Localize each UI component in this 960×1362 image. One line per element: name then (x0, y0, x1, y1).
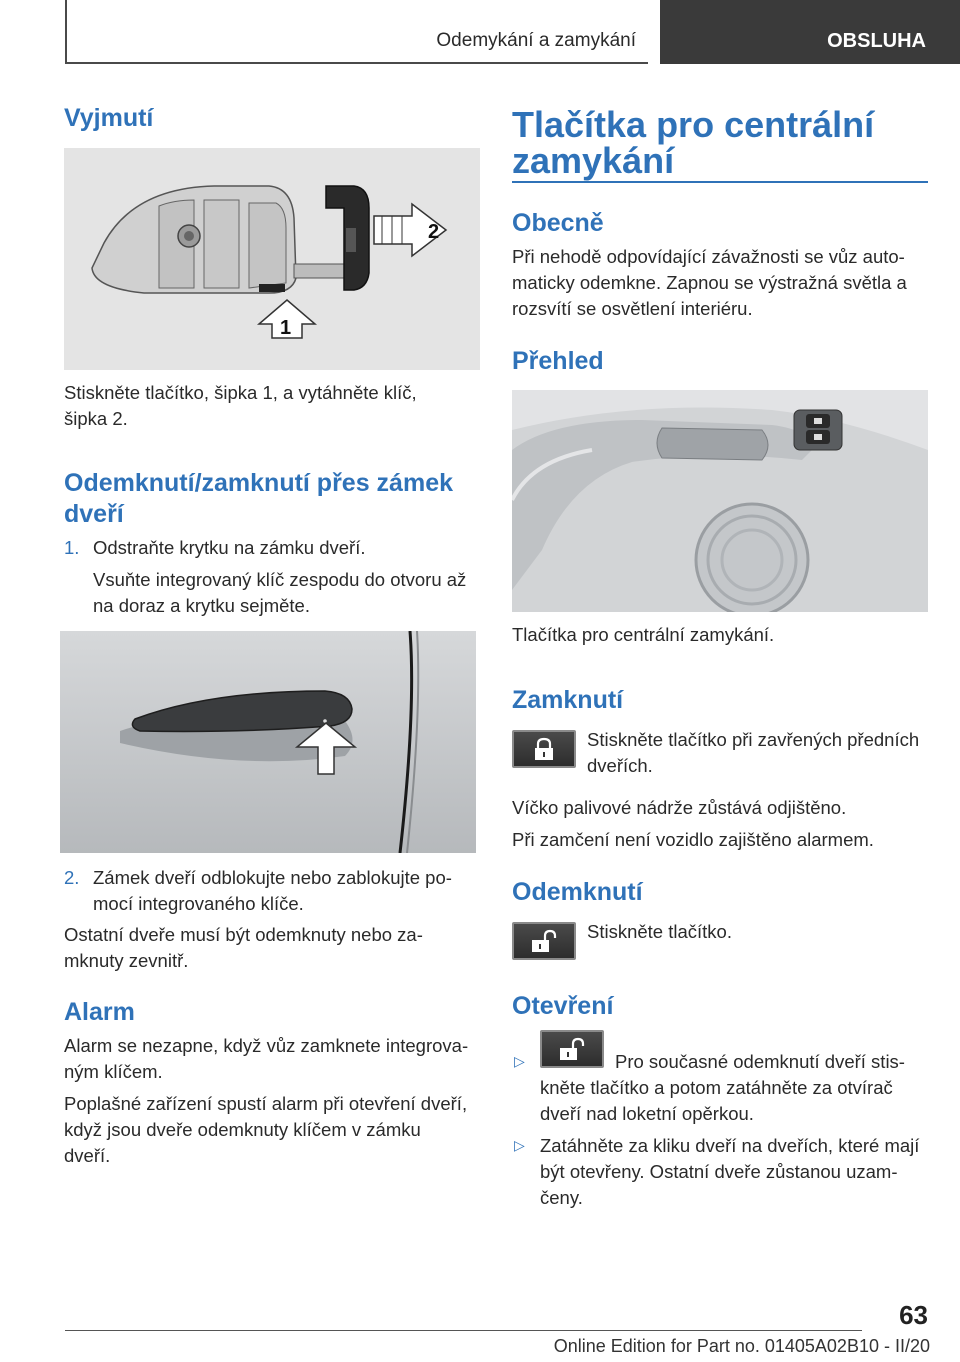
obecne-text-1: Při nehodě odpovídající závažnosti se vůz auto- (512, 246, 905, 267)
prehled-caption: Tlačítka pro centrální zamykání. (512, 624, 775, 645)
bullet-2-marker: ▷ (514, 1137, 525, 1153)
unlock-button-icon-inline[interactable] (540, 1030, 604, 1068)
alarm2-text-2: když jsou dveře odemknuty klíčem v zámku (64, 1119, 421, 1140)
main-title-2: zamykání (512, 140, 675, 181)
step1b-text-2: na doraz a krytku sejměte. (93, 595, 310, 616)
zamceni-text: Při zamčení není vozidlo zajištěno alarmem. (512, 829, 874, 850)
step1b-text-1: Vsuňte integrovaný klíč zespodu do otvoru až (93, 569, 467, 590)
footer-edition: Online Edition for Part no. 01405A02B10 - II/20 (553, 1336, 930, 1356)
header-section-title: Odemykání a zamykání (436, 30, 636, 51)
alarm-text-2: ným klíčem. (64, 1061, 163, 1082)
bullet-1-text-3: dveří nad loketní opěrkou. (540, 1103, 754, 1124)
otevreni-heading: Otevření (512, 992, 614, 1020)
title-rule (512, 181, 928, 183)
obecne-heading: Obecně (512, 209, 604, 237)
step1-text: Odstraňte krytku na zámku dveří. (93, 537, 366, 558)
zamknuti-text-2: dveřích. (587, 755, 653, 776)
prehled-heading: Přehled (512, 347, 604, 375)
obecne-text-2: maticky odemkne. Zapnou se výstražná světla a (512, 272, 907, 293)
bullet-2-text-2: být otevřeny. Ostatní dveře zůstanou uzam- (540, 1161, 898, 1182)
header-section-tab (65, 0, 648, 64)
bullet-1-text-2: kněte tlačítko a potom zatáhněte za otvírač (540, 1077, 893, 1098)
zamknuti-heading: Zamknutí (512, 686, 624, 714)
alarm2-text-1: Poplašné zařízení spustí alarm při otevření dveří, (64, 1093, 468, 1114)
vyjmuti-text-2: šipka 2. (64, 408, 128, 429)
bullet-2-text-1: Zatáhněte za kliku dveří na dveřích, které mají (540, 1135, 920, 1156)
obecne-text-3: rozsvítí se osvětlení interiéru. (512, 298, 753, 319)
bullet-1-text-1: Pro současné odemknutí dveří stis- (615, 1051, 905, 1072)
unlock-icon (531, 929, 557, 953)
header-chapter-tab (660, 0, 960, 64)
unlock-button-icon[interactable] (512, 922, 576, 960)
alarm-heading: Alarm (64, 998, 135, 1026)
main-title-1: Tlačítka pro centrální (512, 104, 875, 145)
door-panel-figure (512, 390, 928, 612)
lock-icon (533, 737, 555, 761)
key-removal-figure (64, 148, 480, 370)
other-doors-text-1: Ostatní dveře musí být odemknuty nebo za- (64, 924, 423, 945)
odemknuti-text: Stiskněte tlačítko. (587, 921, 732, 942)
figure-label-2: 2 (428, 221, 440, 243)
odemknuti-heading: Odemknutí (512, 878, 643, 906)
alarm2-text-3: dveří. (64, 1145, 111, 1166)
alarm-text-1: Alarm se nezapne, když vůz zamknete integrova- (64, 1035, 469, 1056)
footer-rule (65, 1330, 862, 1331)
bullet-2-text-3: čeny. (540, 1187, 583, 1208)
odemknuti-zamek-heading-1: Odemknutí/zamknutí přes zámek (64, 469, 454, 497)
step2-text-2: mocí integrovaného klíče. (93, 893, 304, 914)
bullet-1-marker: ▷ (514, 1053, 525, 1069)
lock-button-icon[interactable] (512, 730, 576, 768)
odemknuti-zamek-heading-2: dveří (64, 500, 124, 528)
step2-number: 2. (64, 867, 80, 888)
figure-label-1: 1 (280, 317, 292, 339)
header-chapter-title: OBSLUHA (827, 30, 926, 52)
door-handle-figure (60, 631, 476, 853)
unlock-icon (559, 1037, 585, 1061)
step1-number: 1. (64, 537, 80, 558)
other-doors-text-2: mknuty zevnitř. (64, 950, 189, 971)
page-number: 63 (899, 1300, 928, 1330)
step2-text-1: Zámek dveří odblokujte nebo zablokujte po- (93, 867, 452, 888)
zamknuti-text-1: Stiskněte tlačítko při zavřených předních (587, 729, 920, 750)
vyjmuti-text-1: Stiskněte tlačítko, šipka 1, a vytáhněte klíč, (64, 382, 417, 403)
vicko-text: Víčko palivové nádrže zůstává odjištěno. (512, 797, 847, 818)
vyjmuti-heading: Vyjmutí (64, 104, 154, 132)
